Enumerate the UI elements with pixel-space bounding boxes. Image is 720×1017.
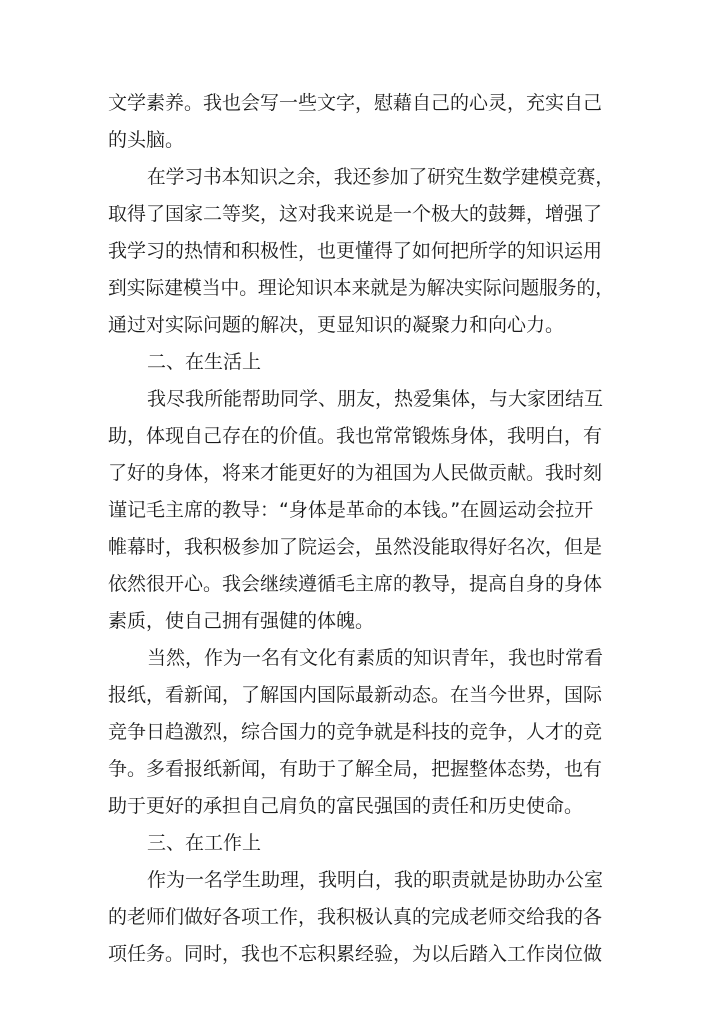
text-line: 助于更好的承担自己肩负的富民强国的责任和历史使命。 xyxy=(108,795,584,817)
text-line: 素质，使自己拥有强健的体魄。 xyxy=(108,610,375,632)
text-line: 助，体现自己存在的价值。我也常常锻炼身体，我明白，有 xyxy=(108,425,603,447)
text-line: 争。多看报纸新闻，有助于了解全局，把握整体态势，也有 xyxy=(108,758,603,780)
text-line: 在学习书本知识之余，我还参加了研究生数学建模竞赛， xyxy=(147,166,615,188)
text-line: 了好的身体，将来才能更好的为祖国为人民做贡献。我时刻 xyxy=(108,462,603,484)
section-heading: 三、在工作上 xyxy=(147,832,262,854)
text-line: 竞争日趋激烈，综合国力的竞争就是科技的竞争，人才的竞 xyxy=(108,721,603,743)
text-line: 依然很开心。我会继续遵循毛主席的教导，提高自身的身体 xyxy=(108,573,603,595)
text-line: 通过对实际问题的解决，更显知识的凝聚力和向心力。 xyxy=(108,314,565,336)
text-line: 我尽我所能帮助同学、朋友，热爱集体，与大家团结互 xyxy=(147,388,604,410)
text-line: 我学习的热情和积极性，也更懂得了如何把所学的知识运用 xyxy=(108,240,603,262)
text-line: 文学素养。我也会写一些文字，慰藉自己的心灵，充实自己 xyxy=(108,92,603,114)
section-heading: 二、在生活上 xyxy=(147,351,262,373)
text-line: 作为一名学生助理，我明白，我的职责就是协助办公室 xyxy=(147,869,604,891)
text-line: 项任务。同时，我也不忘积累经验，为以后踏入工作岗位做 xyxy=(108,943,603,965)
text-line: 报纸，看新闻，了解国内国际最新动态。在当今世界，国际 xyxy=(108,684,603,706)
text-line: 的老师们做好各项工作，我积极认真的完成老师交给我的各 xyxy=(108,906,603,928)
text-line: 当然，作为一名有文化有素质的知识青年，我也时常看 xyxy=(147,647,604,669)
text-line: 帷幕时，我积极参加了院运会，虽然没能取得好名次，但是 xyxy=(108,536,603,558)
text-line: 的头脑。 xyxy=(108,129,185,151)
text-line: 谨记毛主席的教导：“身体是革命的本钱。”在圆运动会拉开 xyxy=(108,499,594,521)
text-line: 到实际建模当中。理论知识本来就是为解决实际问题服务的， xyxy=(108,277,615,299)
text-line: 取得了国家二等奖，这对我来说是一个极大的鼓舞，增强了 xyxy=(108,203,603,225)
